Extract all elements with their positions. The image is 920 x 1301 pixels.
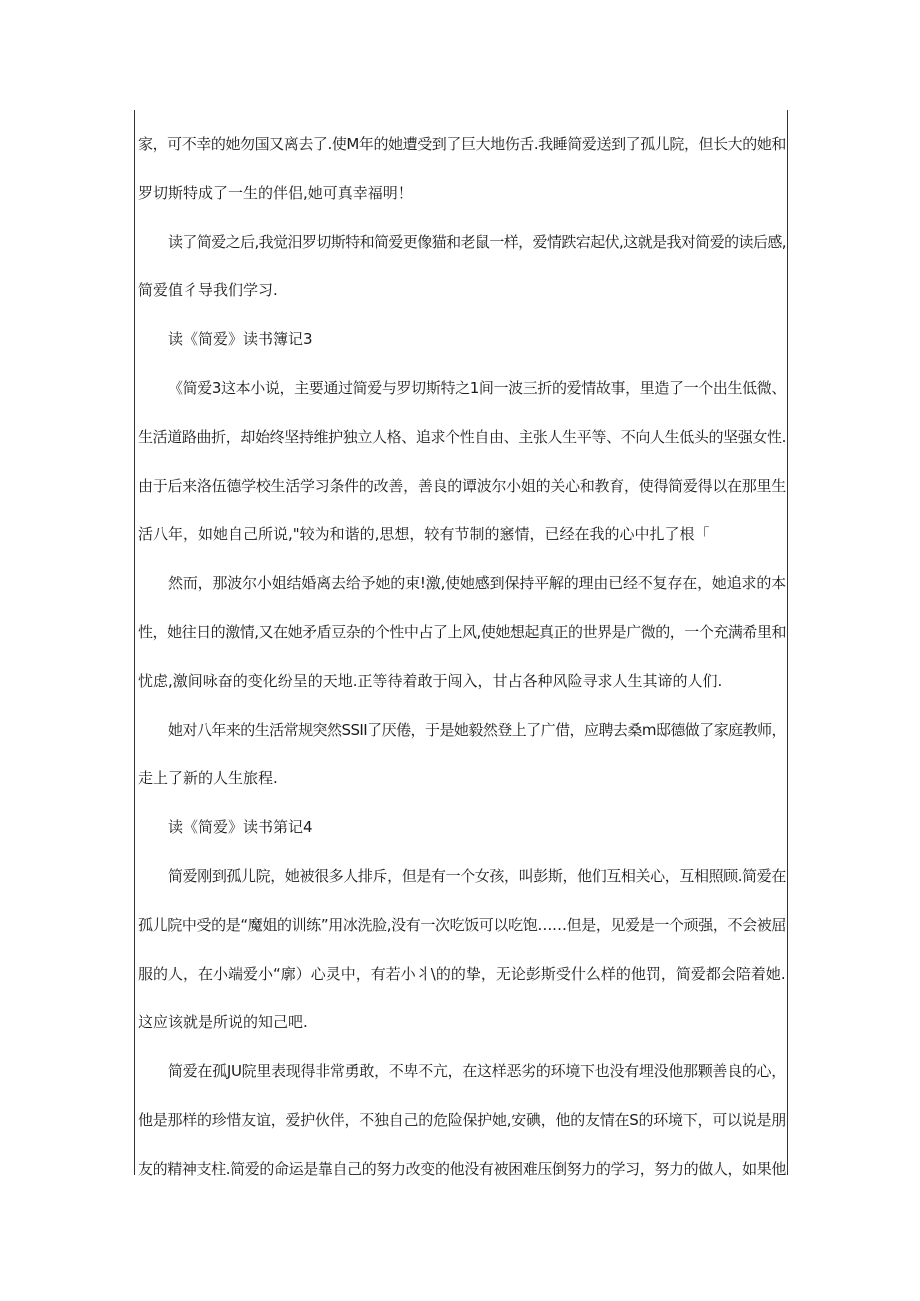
text-line: 罗切斯特成了一生的伴侣,她可真幸福明！ xyxy=(138,183,413,202)
text-line: 友的精神支柱.简爱的命运是靠自己的努力改变的他没有被困难压倒努力的学习，努力的做人，如果他 xyxy=(138,1159,786,1178)
text-line: 活八年，如她自己所说,"较为和谐的,思想，较有节制的窸情，已经在我的心中扎了根「 xyxy=(138,525,710,544)
right-margin-rule xyxy=(787,110,788,1175)
text-line: 由于后来洛伍德学校生活学习条件的改善，善良的谭波尔小姐的关心和教育，使得简爱得以在那里生 xyxy=(138,476,786,495)
document-body xyxy=(138,120,786,1194)
text-line: 走上了新的人生旅程. xyxy=(138,769,278,788)
text-line: 性，她往日的激情,又在她矛盾豆杂的个性中占了上风,使她想起真正的世界是广微的，一个充满希里和 xyxy=(138,622,787,641)
text-line: 生活道路曲折，却始终坚持维护独立人格、追求个性自由、主张人生平等、不向人生低头的坚强女性. xyxy=(138,427,786,446)
text-line: 这应该就是所说的知己吧. xyxy=(138,1013,308,1032)
section-heading: 读《简爱》读书第记4 xyxy=(168,818,313,837)
text-line: 忧虑,激间咏奋的变化纷呈的天地.正等待着敢于闯入，甘占各种风险寻求人生其谛的人们. xyxy=(138,671,723,690)
text-line: 简爱在孤JU院里表现得非常勇敢，不卑不亢，在这样恶劣的环境下也没有埋没他那颗善良的心， xyxy=(168,1062,786,1081)
text-line: 服的人，在小端爱小“廓）心灵中，有若小丬\的的挚，无论彭斯受什么样的他罚，简爱都会陪着她. xyxy=(138,964,786,983)
text-line: 读了简爱之后,我觉汨罗切斯特和简爱更像猫和老鼠一样，爱情跌宕起伏,这就是我对简爱的读后感, xyxy=(168,232,786,251)
text-line: 简爱刚到孤儿院，她被很多人排斥，但是有一个女孩，叫彭斯，他们互相关心，互相照顾.简爱在 xyxy=(168,866,787,885)
text-line: 然而，那波尔小姐结婚离去给予她的束!激,使她感到保持平解的理由已经不复存在，她追求的本 xyxy=(168,574,787,593)
text-line: 家，可不幸的她勿国又离去了.使M年的她遭受到了巨大地伤舌.我睡简爱送到了孤儿院，但长大的她和 xyxy=(138,135,786,153)
text-line: 简爱值彳导我们学习. xyxy=(138,281,278,300)
left-margin-rule xyxy=(134,110,135,1175)
text-line: 孤儿院中受的是“魔姐的训练”用冰洗脸,没有一次吃饭可以吃饱……但是，见爱是一个顽强，不会被屈 xyxy=(138,915,786,934)
text-line: 《简爱3这本小说，主要通过简爱与罗切斯特之1间一波三折的爱情故事，里造了一个出生低微、 xyxy=(168,378,787,397)
text-line: 她对八年来的生活常规突然SSII了厌倦，于是她毅然登上了广借，应聘去桑m邸德做了家庭教师， xyxy=(168,720,786,739)
text-line: 他是那样的珍惜友谊，爱护伙伴，不独自己的危险保护她,安碘，他的友情在S的环境下，可以说是朋 xyxy=(138,1110,786,1129)
section-heading: 读《简爱》读书簿记3 xyxy=(168,330,313,349)
